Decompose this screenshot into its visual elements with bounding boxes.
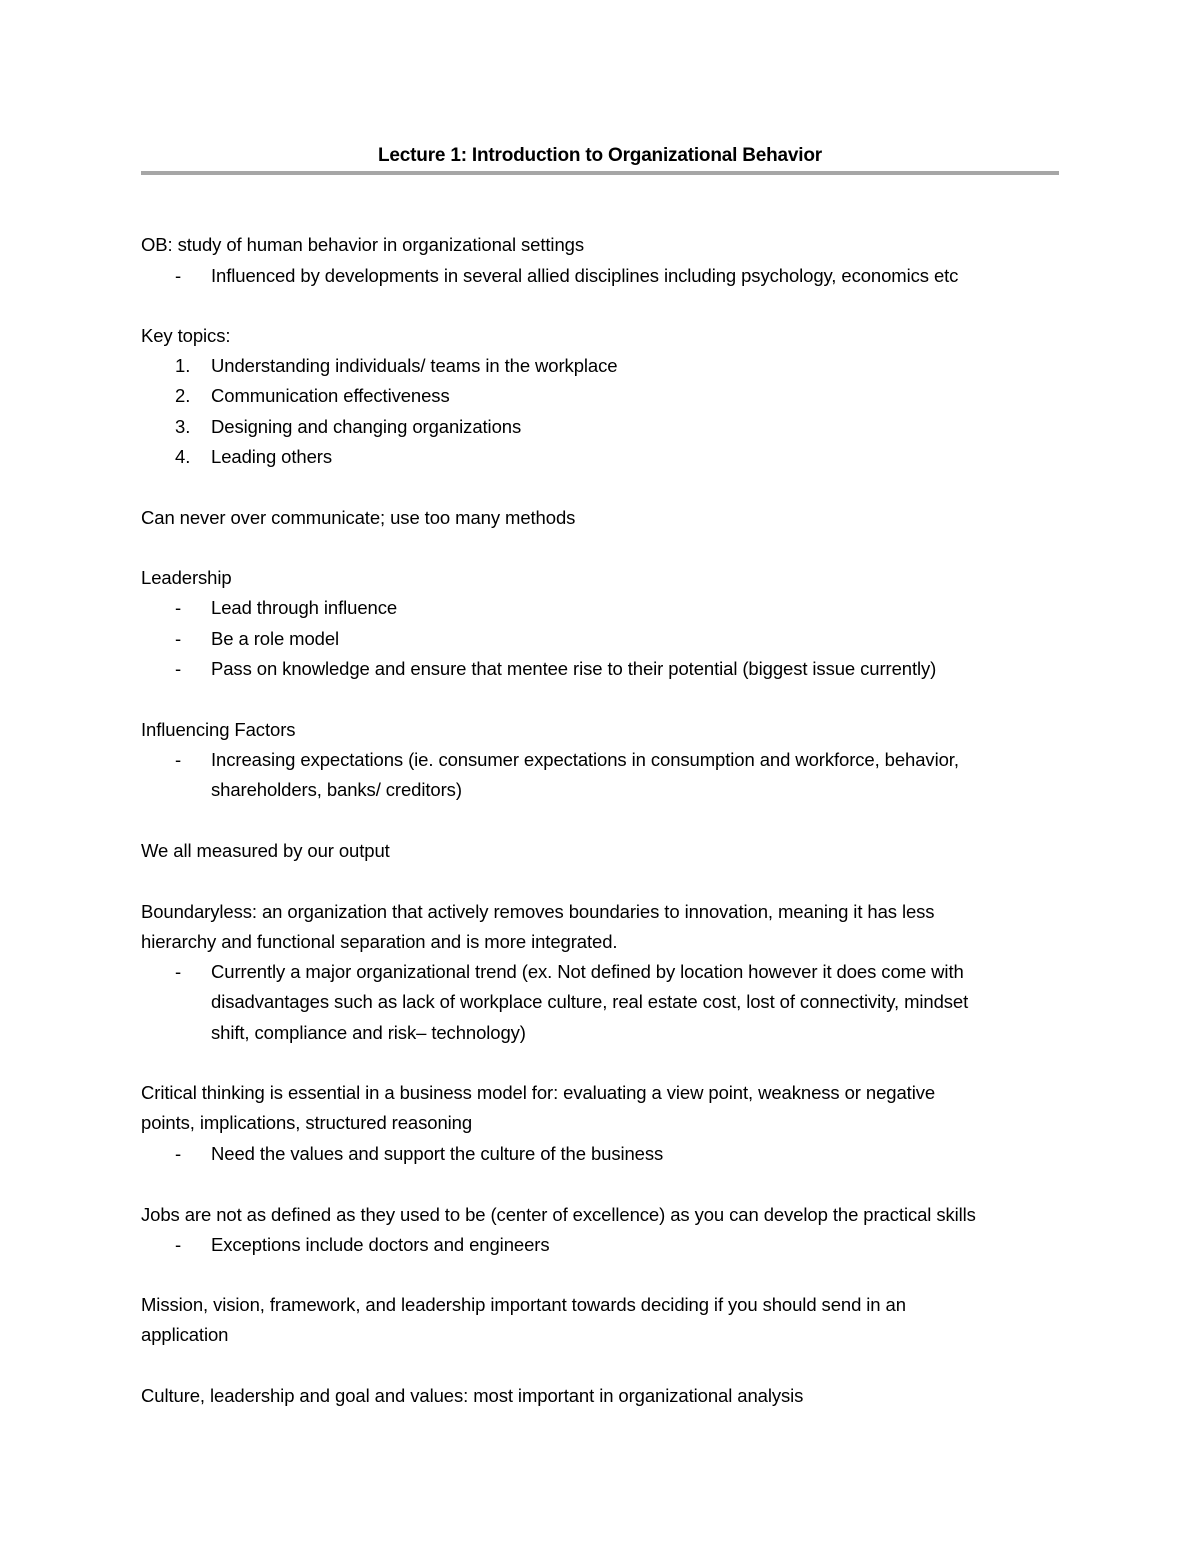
key-topic-item: Communication effectiveness — [211, 385, 450, 406]
ob-bullet: Influenced by developments in several allied disciplines including psychology, economics etc — [211, 265, 959, 286]
mission-paragraph-line: Mission, vision, framework, and leadership important towards deciding if you should send in an — [141, 1294, 906, 1315]
boundaryless-paragraph-line: hierarchy and functional separation and is more integrated. — [141, 931, 618, 952]
boundaryless-paragraph-line: Boundaryless: an organization that actively removes boundaries to innovation, meaning it has less — [141, 901, 935, 922]
page-title: Lecture 1: Introduction to Organizational Behavior — [378, 145, 822, 166]
list-number: 4. — [175, 446, 191, 467]
communicate-paragraph: Can never over communicate; use too many methods — [141, 507, 576, 528]
boundaryless-bullet-line: Currently a major organizational trend (ex. Not defined by location however it does come with — [211, 961, 964, 982]
key-topic-item: Understanding individuals/ teams in the workplace — [211, 355, 618, 376]
culture-paragraph: Culture, leadership and goal and values: most important in organizational analysis — [141, 1385, 804, 1406]
influencing-bullet-line: shareholders, banks/ creditors) — [211, 779, 462, 800]
bullet-marker: - — [175, 597, 182, 618]
critical-thinking-bullet: Need the values and support the culture of the business — [211, 1143, 664, 1164]
key-topic-item: Designing and changing organizations — [211, 416, 522, 437]
measured-paragraph: We all measured by our output — [141, 840, 390, 861]
bullet-marker: - — [175, 628, 182, 649]
bullet-marker: - — [175, 1234, 182, 1255]
leadership-heading: Leadership — [141, 567, 232, 588]
list-number: 1. — [175, 355, 191, 376]
key-topics-heading: Key topics: — [141, 325, 231, 346]
jobs-paragraph: Jobs are not as defined as they used to be (center of excellence) as you can develop the practical skills — [141, 1204, 976, 1225]
jobs-bullet: Exceptions include doctors and engineers — [211, 1234, 550, 1255]
key-topic-item: Leading others — [211, 446, 333, 467]
leadership-bullet: Lead through influence — [211, 597, 398, 618]
leadership-bullet: Be a role model — [211, 628, 340, 649]
influencing-bullet-line: Increasing expectations (ie. consumer expectations in consumption and workforce, behavior, — [211, 749, 959, 770]
critical-thinking-line: points, implications, structured reasoning — [141, 1112, 473, 1133]
mission-paragraph-line: application — [141, 1324, 229, 1345]
list-number: 2. — [175, 385, 191, 406]
boundaryless-bullet-line: shift, compliance and risk– technology) — [211, 1022, 526, 1043]
leadership-bullet: Pass on knowledge and ensure that mentee rise to their potential (biggest issue currently) — [211, 658, 937, 679]
bullet-marker: - — [175, 749, 182, 770]
title-underline — [141, 171, 1059, 175]
critical-thinking-line: Critical thinking is essential in a business model for: evaluating a view point, weakness or negative — [141, 1082, 936, 1103]
ob-definition: OB: study of human behavior in organizational settings — [141, 234, 584, 255]
bullet-marker: - — [175, 265, 182, 286]
boundaryless-bullet-line: disadvantages such as lack of workplace culture, real estate cost, lost of connectivity, mindset — [211, 991, 969, 1012]
influencing-heading: Influencing Factors — [141, 719, 296, 740]
bullet-marker: - — [175, 961, 182, 982]
bullet-marker: - — [175, 1143, 182, 1164]
list-number: 3. — [175, 416, 191, 437]
bullet-marker: - — [175, 658, 182, 679]
